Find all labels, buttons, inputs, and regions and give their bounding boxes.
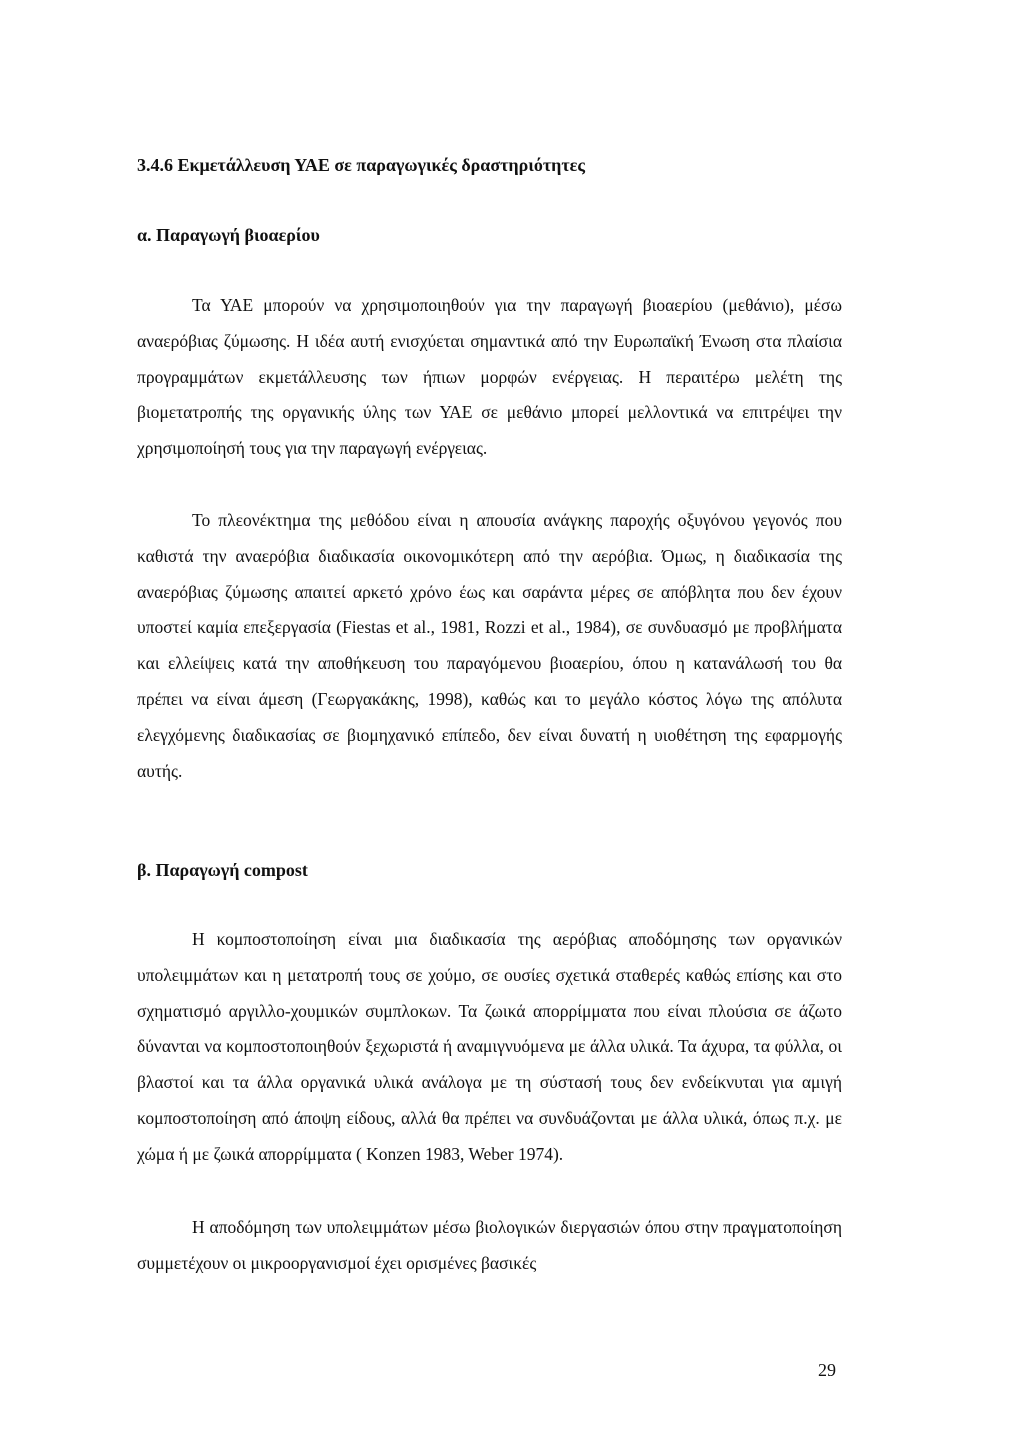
biogas-heading: α. Παραγωγή βιοαερίου [137, 225, 320, 245]
compost-paragraph-2: Η αποδόμηση των υπολειμμάτων μέσω βιολογικών διεργασιών όπου στην πραγματοποίηση συμμετέχουν οι μικροοργανισμοί έχει ορισμένες βασικές [137, 1217, 842, 1273]
compost-heading: β. Παραγωγή compost [137, 860, 308, 880]
section-heading: 3.4.6 Εκμετάλλευση ΥΑΕ σε παραγωγικές δραστηριότητες [137, 155, 585, 175]
page-number: 29 [818, 1360, 836, 1380]
biogas-paragraph-2: Το πλεονέκτημα της μεθόδου είναι η απουσία ανάγκης παροχής οξυγόνου γεγονός που καθιστά την αναερόβια διαδικασία οικονομικότερη από την αερόβια. Όμως, η διαδικασία της αναερόβιας ζύμωσης απαιτεί αρκετό χρόνο έως και σαράντα μέρες σε απόβλητα που δεν έχουν υποστεί καμία επεξεργασία (Fiestas et al., 1981, Rozzi et al., 1984), σε συνδυασμό με προβλήματα και ελλείψεις κατά την αποθήκευση του παραγόμενου βιοαερίου, όπου η κατανάλωσή του θα πρέπει να είναι άμεση (Γεωργακάκης, 1998), καθώς και το μεγάλο κόστος λόγω της απόλυτα ελεγχόμενης διαδικασίας σε βιομηχανικό επίπεδο, δεν είναι δυνατή η υιοθέτηση της εφαρμογής αυτής. [137, 510, 842, 781]
biogas-paragraph-1: Τα ΥΑΕ μπορούν να χρησιμοποιηθούν για την παραγωγή βιοαερίου (μεθάνιο), μέσω αναερόβιας ζύμωσης. Η ιδέα αυτή ενισχύεται σημαντικά από την Ευρωπαϊκή Ένωση στα πλαίσια προγραμμάτων εκμετάλλευσης των ήπιων μορφών ενέργειας. Η περαιτέρω μελέτη της βιομετατροπής της οργανικής ύλης των ΥΑΕ σε μεθάνιο μπορεί μελλοντικά να επιτρέψει την χρησιμοποίησή τους για την παραγωγή ενέργειας. [137, 295, 842, 459]
compost-paragraph-1: Η κομποστοποίηση είναι μια διαδικασία της αερόβιας αποδόμησης των οργανικών υπολειμμάτων και η μετατροπή τους σε χούμο, σε ουσίες σχετικά σταθερές καθώς επίσης και στο σχηματισμό αργιλλο-χουμικών συμπλοκων. Τα ζωικά απορρίμματα που είναι πλούσια σε άζωτο δύνανται να κομποστοποιηθούν ξεχωριστά ή αναμιγνυόμενα με άλλα υλικά. Τα άχυρα, τα φύλλα, οι βλαστοί και τα άλλα οργανικά υλικά ανάλογα με τη σύστασή τους δεν ενδείκνυται για αμιγή κομποστοποίηση από άποψη είδους, αλλά θα πρέπει να συνδυάζονται με άλλα υλικά, όπως π.χ. με χώμα ή με ζωικά απορρίμματα ( Konzen 1983, Weber 1974). [137, 929, 842, 1164]
